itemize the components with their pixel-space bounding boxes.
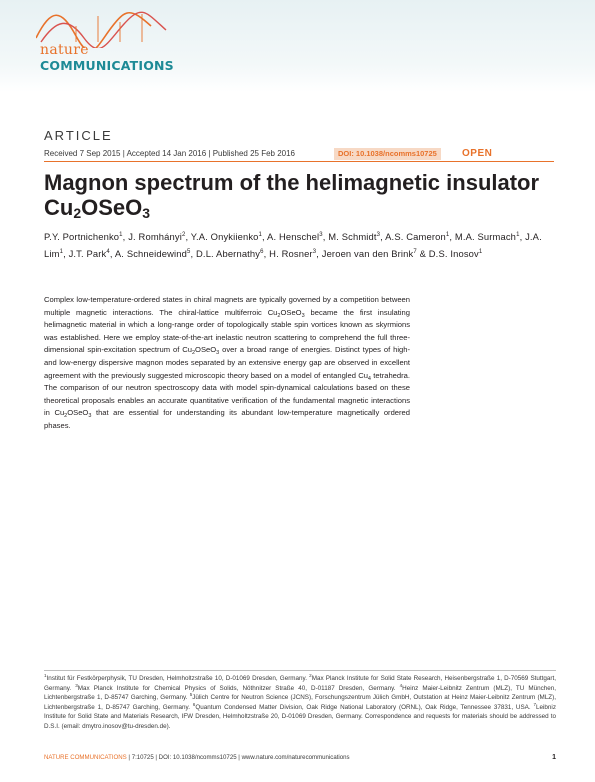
article-title (44, 170, 554, 226)
footer-citation[interactable]: | 7:10725 | DOI: 10.1038/ncomms10725 | www.nature.com/naturecommunications (126, 754, 350, 761)
author[interactable]: J.A. Lim$^1$ (44, 231, 542, 259)
title-formula: $Cu_2OSeO_3$ (44, 195, 151, 221)
affiliations: $^1$Institut für Festkörperphysik, TU Dresden, Helmholtzstraße 10, D-01069 Dresden, Germany. $^2$Max Planck Institute for Solid State Research, Heisenbergstraße 1, D-70569 Stuttgart, Germany. $^3$Max Planck Institute for Chemical Physics of Solids, Nöthnitzer Straße 40, D-01187 Dresden, Germany. $^4$Heinz Maier-Leibnitz Zentrum (MLZ), TU München, Lichtenbergstraße 1, D-85747 Garching, Germany. $^5$Jülich Centre for Neutron Science (JCNS), Forschungszentrum Jülich GmbH, Outstation at Heinz Maier-Leibnitz Zentrum (MLZ), Lichtenbergstraße 1, D-85747 Garching, Germany. $^6$Quantum Condensed Matter Division, Oak Ridge National Laboratory (ORNL), Oak Ridge, Tennessee 37831, USA. $^7$Leibniz Institute for Solid State and Materials Research, IFW Dresden, Helmholtzstraße 20, D-01069 Dresden, Germany. Correspondence and requests for materials should be addressed to D.S.I. (email: dmytro.inosov@tu-dresden.de). (44, 670, 556, 732)
title-line-1: Magnon spectrum of the helimagnetic insulator (44, 170, 540, 195)
publication-meta-row (44, 148, 554, 162)
open-access-badge: OPEN (462, 148, 493, 159)
author[interactable]: H. Rosner$^3$ (269, 248, 317, 259)
footer-journal-name: NATURE COMMUNICATIONS (44, 754, 127, 761)
author[interactable]: A. Henschel$^3$ (267, 231, 323, 242)
publication-dates: Received 7 Sep 2015 | Accepted 14 Jan 2016 | Published 25 Feb 2016 (44, 149, 296, 158)
logo-nature-word: nature (40, 42, 89, 58)
author[interactable]: Y.A. Onykiienko$^1$ (190, 231, 263, 242)
author[interactable]: D.L. Abernathy$^6$ (196, 248, 264, 259)
author[interactable]: D.S. Inosov$^1$ (428, 248, 483, 259)
author[interactable]: Jeroen van den Brink$^7$ (321, 248, 417, 259)
author[interactable]: J.T. Park$^4$ (68, 248, 110, 259)
author-list: P.Y. Portnichenko$^1$, J. Romhányi$^2$, Y.A. Onykiienko$^1$, A. Henschel$^3$, M. Schmidt$^3$, A.S. Cameron$^1$, M.A. Surmach$^1$, J.A. Lim$^1$, J.T. Park$^4$, A. Schneidewind$^5$, D.L. Abernathy$^6$, H. Rosner$^3$, Jeroen van den Brink$^7$ & D.S. Inosov$^1$ (44, 231, 542, 259)
logo-communications-word: COMMUNICATIONS (40, 58, 174, 73)
author[interactable]: A. Schneidewind$^5$ (114, 248, 191, 259)
page-footer (44, 754, 556, 764)
author[interactable]: P.Y. Portnichenko$^1$ (44, 231, 123, 242)
author[interactable]: M.A. Surmach$^1$ (454, 231, 520, 242)
doi-badge[interactable]: DOI: 10.1038/ncomms10725 (334, 148, 441, 160)
author[interactable]: J. Romhányi$^2$ (128, 231, 186, 242)
article-type-label: ARTICLE (44, 128, 113, 143)
abstract: Complex low-temperature-ordered states in chiral magnets are typically governed by a competition between multiple magnetic interactions. The chiral-lattice multiferroic $Cu_2OSeO_3$ became the first insulating helimagnetic material in which a long-range order of topologically stable spin vortices known as skyrmions was established. Here we employ state-of-the-art inelastic neutron scattering to comprehend the full three-dimensional spin-excitation spectrum of $Cu_2OSeO_3$ over a broad range of energies. Distinct types of high- and low-energy dispersive magnon modes separated by an extensive energy gap are observed in excellent agreement with the previously suggested microscopic theory based on a model of entangled $Cu_4$ tetrahedra. The comparison of our neutron spectroscopy data with model spin-dynamical calculations based on these theoretical proposals enables an accurate quantitative verification of the fundamental magnetic interactions in $Cu_2OSeO_3$ that are essential for understanding its abundant low-temperature magnetically ordered phases. (44, 295, 411, 430)
page-number: 1 (552, 754, 556, 761)
journal-logo[interactable] (36, 8, 246, 78)
author[interactable]: M. Schmidt$^3$ (328, 231, 381, 242)
author[interactable]: A.S. Cameron$^1$ (385, 231, 450, 242)
